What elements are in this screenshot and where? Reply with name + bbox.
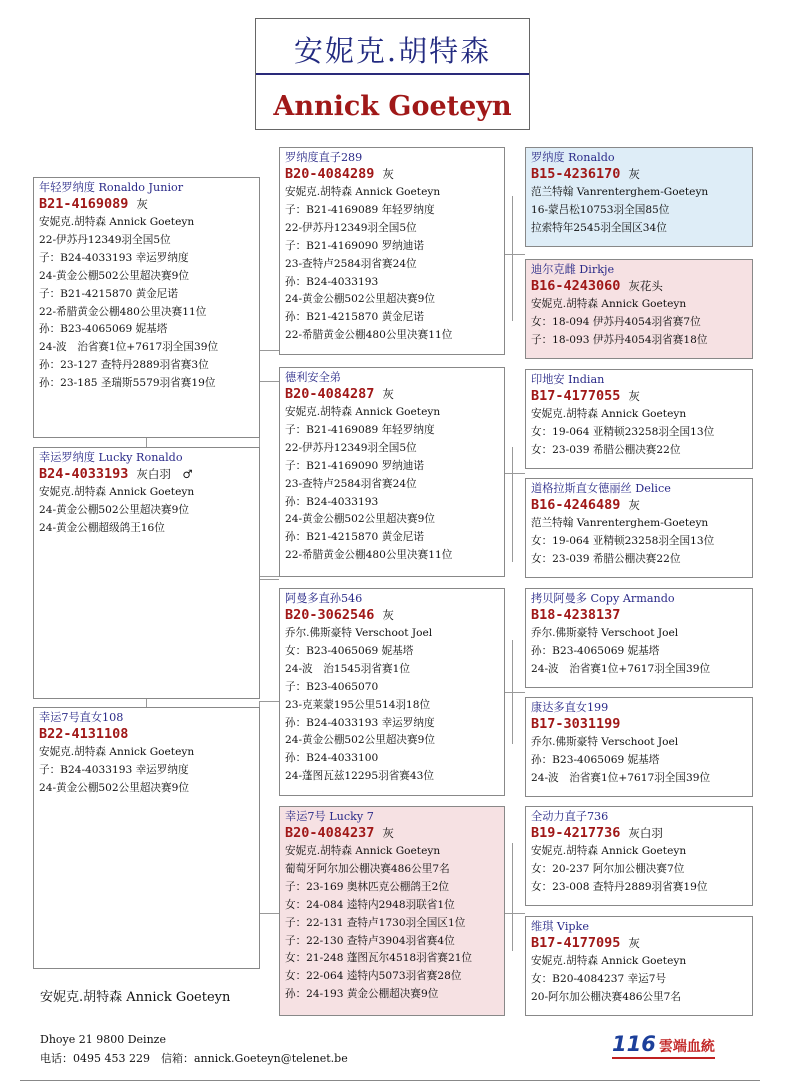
bird-name: 道格拉斯直女德丽丝 Delice (531, 482, 671, 495)
pedigree-card-grandfather-paternal (279, 147, 505, 355)
bird-name: 幸运罗纳度 Lucky Ronaldo (39, 451, 183, 464)
record-line: 子：B21-4169090 罗纳迪诺 (285, 239, 424, 252)
record-line: 20-阿尔加公棚决赛486公里7名 (531, 990, 681, 1003)
record-line: 女：18-094 伊苏丹4054羽省赛7位 (531, 315, 701, 328)
record-line: 女：B23-4065069 妮基塔 (285, 644, 414, 657)
ring-number: B22-4131108 (39, 726, 129, 742)
record-line: 孙：B24-4033193 幸运罗纳度 (285, 716, 435, 729)
record-line: 孙：B21-4215870 黄金尼诺 (285, 311, 424, 324)
record-line: 24-黄金公棚502公里超决赛9位 (285, 513, 435, 526)
bird-name: 德利安全弟 (285, 371, 341, 384)
bird-color: 灰 (628, 498, 640, 512)
record-line: 安妮克.胡特森 Annick Goeteyn (285, 406, 441, 418)
record-line: 孙：B24-4033100 (285, 752, 379, 765)
bird-name: 拷贝阿曼多 Copy Armando (531, 592, 675, 605)
record-line: 24-黄金公棚502公里超决赛9位 (39, 503, 189, 516)
bird-name: 罗纳度 Ronaldo (531, 151, 615, 164)
title-chinese: 安妮克.胡特森 (293, 34, 492, 68)
ring-row (285, 165, 504, 184)
ring-number: B18-4238137 (531, 607, 621, 623)
connector-line (259, 381, 279, 382)
record-line: 23-克莱蒙195公里514羽18位 (285, 698, 431, 711)
connector-line (512, 196, 513, 321)
record-line: 女：21-248 蓬图瓦尔4518羽省赛21位 (285, 952, 473, 965)
ring-row (39, 725, 259, 744)
pedigree-card-grandfather-maternal (279, 588, 505, 796)
record-line: 子：B21-4169089 年轻罗纳度 (285, 203, 435, 216)
bird-color: 灰 (382, 608, 394, 622)
record-line: 24-黄金公棚超级鸽王16位 (39, 521, 165, 534)
bottom-divider (20, 1080, 760, 1081)
record-line: 22-伊苏丹12349羽全国5位 (39, 233, 171, 246)
connector-line (505, 913, 525, 914)
ring-number: B20-4084289 (285, 166, 375, 182)
bird-name: 维琪 Vipke (531, 920, 589, 933)
ring-number: B20-3062546 (285, 607, 375, 623)
pedigree-card-grandmother-paternal (279, 367, 505, 577)
record-line: 24-黄金公棚502公里超决赛9位 (285, 734, 435, 747)
record-line: 22-希腊黄金公棚480公里决赛11位 (285, 329, 453, 342)
ring-number: B16-4246489 (531, 497, 621, 513)
record-line: 安妮克.胡特森 Annick Goeteyn (39, 216, 195, 228)
ring-number: B20-4084287 (285, 386, 375, 402)
record-line: 24-黄金公棚502公里超决赛9位 (39, 269, 189, 282)
bird-color: 灰白羽 ♂ (136, 467, 193, 481)
ring-number: B21-4169089 (39, 196, 129, 212)
pedigree-card-ggm-2 (525, 478, 753, 578)
record-line: 子：B24-4033193 幸运罗纳度 (39, 763, 189, 776)
ring-row (531, 277, 752, 296)
record-line: 女：19-064 亚精顿23258羽全国13位 (531, 425, 715, 438)
record-line: 女：19-064 亚精顿23258羽全国13位 (531, 534, 715, 547)
bird-color: 灰白羽 (628, 826, 663, 840)
record-line: 孙：23-127 查特丹2889羽省赛3位 (39, 359, 209, 372)
ring-row (531, 715, 752, 734)
connector-line (505, 473, 525, 474)
bird-color: 灰 (628, 936, 640, 950)
bird-color: 灰 (382, 387, 394, 401)
connector-line (259, 579, 279, 580)
connector-line (505, 692, 525, 693)
connector-line (512, 843, 513, 951)
record-line: 子：22-130 查特卢3904羽省赛4位 (285, 934, 455, 947)
connector-line (259, 350, 279, 351)
record-line: 孙：23-185 圣瑞斯5579羽省赛19位 (39, 377, 216, 390)
ring-row (531, 606, 752, 625)
pedigree-card-father (33, 177, 260, 438)
record-line: 安妮克.胡特森 Annick Goeteyn (39, 486, 195, 498)
logo (612, 1032, 715, 1056)
ring-number: B20-4084237 (285, 825, 375, 841)
record-line: 24-波 治1545羽省赛1位 (285, 662, 410, 675)
connector-line (259, 913, 279, 914)
record-line: 22-伊苏丹12349羽全国5位 (285, 441, 417, 454)
title-box (255, 18, 530, 130)
breeder-contact: 电话：0495 453 229 信箱：annick.Goeteyn@telenet.be (40, 1052, 348, 1065)
record-line: 24-蓬图瓦兹12295羽省赛43位 (285, 770, 434, 783)
ring-row (531, 496, 752, 515)
connector-line (146, 437, 147, 447)
record-line: 孙：B23-4065069 妮基塔 (531, 753, 660, 766)
record-line: 范兰特翰 Vanrenterghem-Goeteyn (531, 186, 709, 198)
record-line: 23-查特卢2584羽省赛24位 (285, 477, 417, 490)
record-line: 23-查特卢2584羽省赛24位 (285, 257, 417, 270)
ring-number: B16-4243060 (531, 278, 621, 294)
bird-name: 康达多直女199 (531, 701, 609, 714)
ring-number: B19-4217736 (531, 825, 621, 841)
record-line: 孙：B24-4033193 (285, 275, 379, 288)
record-line: 子：18-093 伊苏丹4054羽省赛18位 (531, 333, 708, 346)
bird-color: 灰 (628, 167, 640, 181)
record-line: 女：23-039 希腊公棚决赛22位 (531, 443, 681, 456)
record-line: 女：23-039 希腊公棚决赛22位 (531, 552, 681, 565)
record-line: 子：22-131 查特卢1730羽全国区1位 (285, 916, 466, 929)
pedigree-card-subject (33, 447, 260, 699)
logo-text: 雲端血統 (658, 1039, 715, 1055)
pedigree-card-ggm-4 (525, 916, 753, 1016)
bird-color: 灰 (136, 197, 148, 211)
record-line: 乔尔.佛斯豪特 Verschoot Joel (285, 627, 433, 639)
record-line: 拉索特年2545羽全国区34位 (531, 221, 667, 234)
record-line: 女：B20-4084237 幸运7号 (531, 972, 667, 985)
record-line: 24-波 治省赛1位+7617羽全国39位 (39, 341, 219, 354)
record-line: 安妮克.胡特森 Annick Goeteyn (531, 298, 687, 310)
bird-name: 印地安 Indian (531, 373, 605, 386)
ring-row (531, 387, 752, 406)
bird-color: 灰 (382, 167, 394, 181)
ring-number: B17-3031199 (531, 716, 621, 732)
record-line: 22-希腊黄金公棚480公里决赛11位 (285, 549, 453, 562)
record-line: 葡萄牙阿尔加公棚决赛486公里7名 (285, 862, 450, 875)
bird-name: 幸运7号直女108 (39, 711, 124, 724)
ring-row (39, 465, 259, 484)
connector-line (259, 576, 279, 577)
record-line: 孙：24-193 黄金公棚超决赛9位 (285, 988, 439, 1001)
connector-line (512, 447, 513, 562)
record-line: 子：23-169 奥林匹克公棚鸽王2位 (285, 880, 449, 893)
pedigree-card-ggf-2 (525, 369, 753, 469)
ring-row (285, 824, 504, 843)
bird-name: 阿曼多直孙546 (285, 592, 363, 605)
pedigree-card-ggf-3 (525, 588, 753, 688)
record-line: 24-黄金公棚502公里超决赛9位 (285, 293, 435, 306)
logo-number: 116 (612, 1032, 656, 1056)
record-line: 22-希腊黄金公棚480公里决赛11位 (39, 305, 207, 318)
ring-number: B15-4236170 (531, 166, 621, 182)
record-line: 女：24-084 逵特内2948羽联省1位 (285, 898, 455, 911)
title-divider (256, 73, 529, 75)
ring-number: B24-4033193 (39, 466, 129, 482)
pedigree-card-grandmother-maternal (279, 806, 505, 1016)
ring-row (531, 824, 752, 843)
record-line: 安妮克.胡特森 Annick Goeteyn (285, 186, 441, 198)
record-line: 安妮克.胡特森 Annick Goeteyn (39, 746, 195, 758)
connector-line (146, 698, 147, 707)
record-line: 24-波 治省赛1位+7617羽全国39位 (531, 662, 711, 675)
ring-number: B17-4177095 (531, 935, 621, 951)
record-line: 孙：B23-4065069 妮基塔 (531, 644, 660, 657)
bird-name: 迪尔克雌 Dirkje (531, 263, 615, 276)
record-line: 24-黄金公棚502公里超决赛9位 (39, 781, 189, 794)
bird-name: 年轻罗纳度 Ronaldo Junior (39, 181, 184, 194)
bird-color: 灰 (628, 389, 640, 403)
connector-line (259, 701, 279, 702)
title-english: Annick Goeteyn (273, 91, 512, 122)
record-line: 女：22-064 逵特内5073羽省赛28位 (285, 970, 462, 983)
record-line: 子：B23-4065070 (285, 680, 379, 693)
breeder-address: Dhoye 21 9800 Deinze (40, 1033, 166, 1046)
record-line: 16-蒙吕松10753羽全国85位 (531, 203, 670, 216)
pedigree-card-ggf-4 (525, 806, 753, 906)
record-line: 乔尔.佛斯豪特 Verschoot Joel (531, 627, 679, 639)
record-line: 乔尔.佛斯豪特 Verschoot Joel (531, 736, 679, 748)
record-line: 范兰特翰 Vanrenterghem-Goeteyn (531, 517, 709, 529)
record-line: 子：B21-4169090 罗纳迪诺 (285, 459, 424, 472)
record-line: 孙：B21-4215870 黄金尼诺 (285, 531, 424, 544)
logo-underline (612, 1057, 715, 1059)
record-line: 24-波 治省赛1位+7617羽全国39位 (531, 771, 711, 784)
record-line: 安妮克.胡特森 Annick Goeteyn (531, 955, 687, 967)
bird-color: 灰花头 (628, 279, 663, 293)
record-line: 22-伊苏丹12349羽全国5位 (285, 221, 417, 234)
pedigree-card-mother (33, 707, 260, 969)
pedigree-card-ggf-1 (525, 147, 753, 247)
pedigree-card-ggm-1 (525, 259, 753, 359)
record-line: 安妮克.胡特森 Annick Goeteyn (531, 408, 687, 420)
breeder-name: 安妮克.胡特森 Annick Goeteyn (40, 990, 231, 1005)
record-line: 子：B21-4169089 年轻罗纳度 (285, 423, 435, 436)
pedigree-card-ggm-3 (525, 697, 753, 797)
record-line: 安妮克.胡特森 Annick Goeteyn (285, 845, 441, 857)
bird-name: 全动力直子736 (531, 810, 609, 823)
ring-row (531, 165, 752, 184)
record-line: 子：B21-4215870 黄金尼诺 (39, 287, 178, 300)
bird-name: 幸运7号 Lucky 7 (285, 810, 374, 823)
ring-row (531, 934, 752, 953)
record-line: 子：B24-4033193 幸运罗纳度 (39, 251, 189, 264)
ring-number: B17-4177055 (531, 388, 621, 404)
bird-name: 罗纳度直子289 (285, 151, 363, 164)
connector-line (505, 254, 525, 255)
bird-color: 灰 (382, 826, 394, 840)
ring-row (39, 195, 259, 214)
record-line: 女：23-008 查特丹2889羽省赛19位 (531, 880, 708, 893)
record-line: 安妮克.胡特森 Annick Goeteyn (531, 845, 687, 857)
ring-row (285, 606, 504, 625)
ring-row (285, 385, 504, 404)
record-line: 孙：B23-4065069 妮基塔 (39, 323, 168, 336)
record-line: 孙：B24-4033193 (285, 495, 379, 508)
record-line: 女：20-237 阿尔加公棚决赛7位 (531, 862, 685, 875)
